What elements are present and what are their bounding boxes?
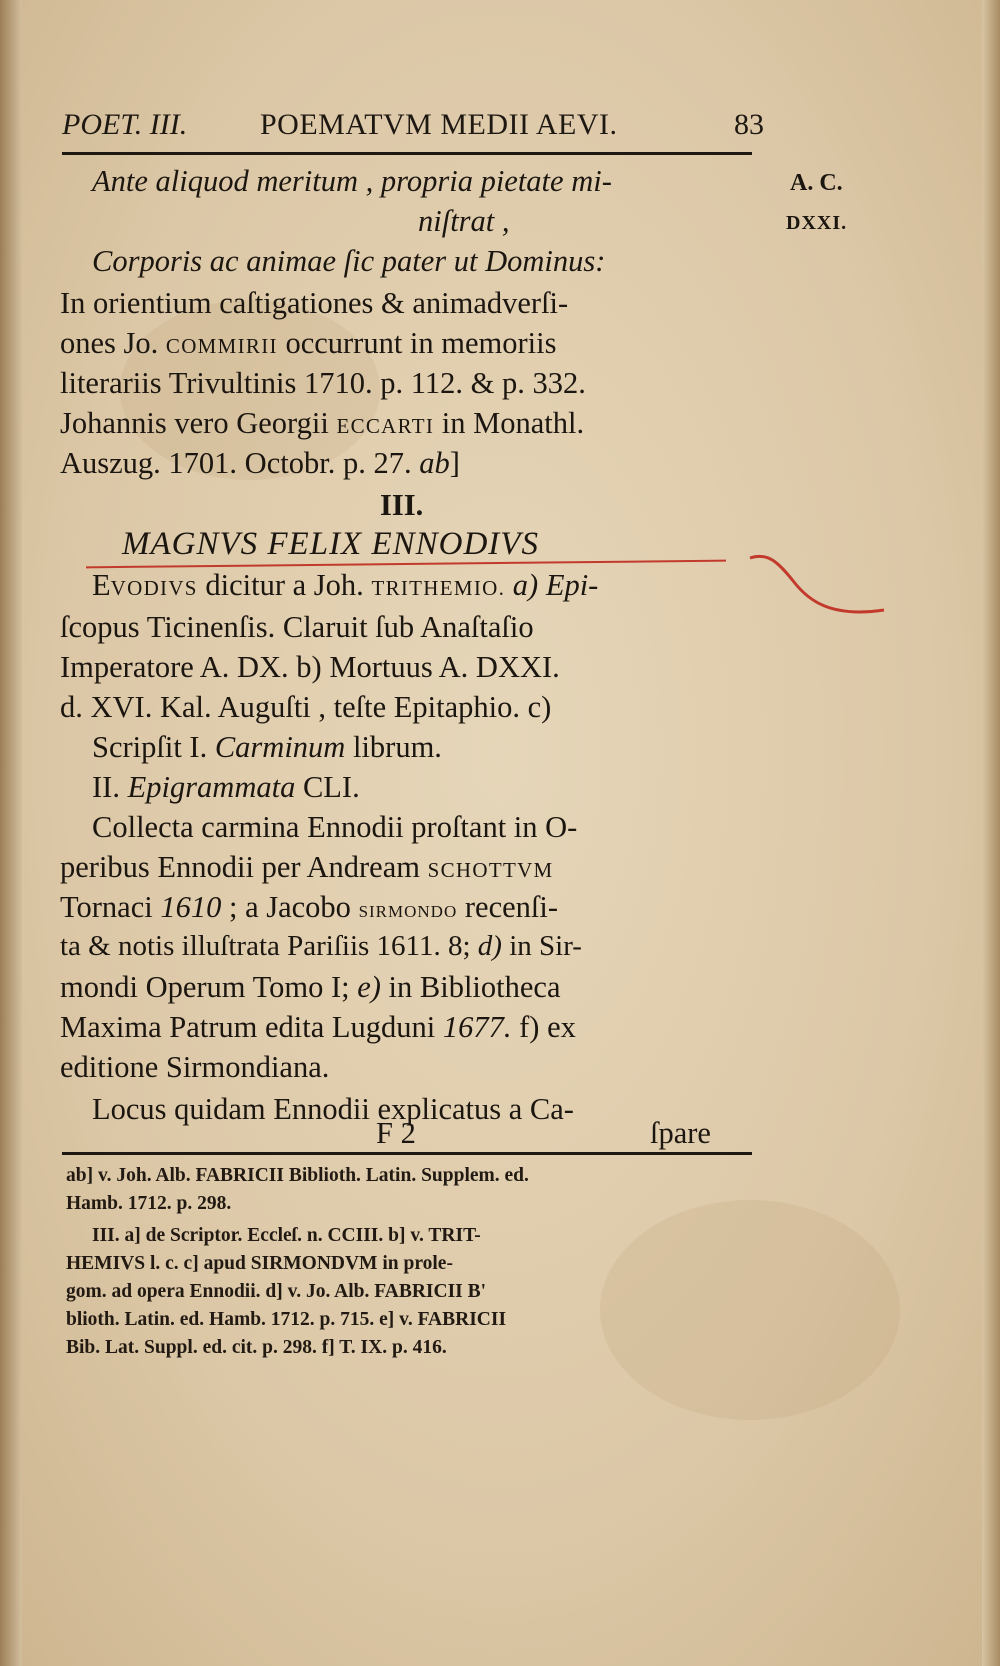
text-run: librum. — [345, 730, 442, 764]
text-run: 1610 — [160, 890, 222, 924]
text-run: E — [92, 568, 111, 602]
text-run: Carminum — [214, 730, 346, 764]
text-line: In orientium caſtigationes & animadverſi- — [60, 286, 569, 320]
author-name: COMMIRII — [165, 334, 278, 358]
page-right-edge — [982, 0, 1000, 1666]
author-name: VODIVS — [110, 576, 198, 600]
signature-mark: F 2 — [376, 1116, 416, 1150]
text-run: Epigrammata — [127, 770, 296, 804]
text-line: Locus quidam Ennodii explicatus a Ca- — [92, 1092, 574, 1126]
text-line: literariis Trivultinis 1710. p. 112. & p. 332. — [60, 366, 586, 400]
text-run: a) Epi- — [505, 568, 599, 602]
author-name: SCHOTTVM — [427, 858, 554, 882]
text-run: ] — [449, 446, 460, 480]
margin-note-ac: A. C. — [790, 170, 843, 196]
red-pencil-mark — [748, 552, 888, 622]
text-line — [60, 892, 558, 923]
header-rule — [62, 152, 752, 155]
text-run: 1677. — [442, 1010, 512, 1044]
text-run: Tornaci — [60, 890, 161, 924]
text-run: II. — [92, 770, 128, 804]
text-line: Imperatore A. DX. b) Mortuus A. DXXI. — [60, 650, 560, 684]
running-header — [62, 108, 762, 148]
footnote-rule — [62, 1152, 752, 1155]
text-line: Corporis ac animae ſic pater ut Dominus: — [92, 244, 606, 278]
footnote-line: ab] v. Joh. Alb. FABRICII Biblioth. Latin. Supplem. ed. — [66, 1165, 529, 1186]
text-line — [60, 972, 560, 1003]
text-line — [92, 570, 598, 601]
text-run: ta & notis illuſtrata Pariſiis 1611. 8; — [60, 930, 478, 962]
text-run: ; a Jacobo — [221, 890, 359, 924]
section-title: MAGNVS FELIX ENNODIVS — [122, 526, 539, 562]
catchword: ſpare — [650, 1116, 711, 1150]
text-line — [60, 408, 584, 439]
page-left-edge — [0, 0, 22, 1666]
text-run: in Sir- — [501, 930, 582, 962]
page-number: 83 — [734, 108, 764, 141]
footnote-ref: ab — [419, 446, 450, 480]
paper-stain — [600, 1200, 900, 1420]
text-run: peribus Ennodii per Andream — [60, 850, 428, 884]
text-run: Maxima Patrum edita Lugduni — [60, 1010, 443, 1044]
section-number: III. — [380, 488, 424, 522]
footnote-line: Hamb. 1712. p. 298. — [66, 1193, 232, 1214]
text-run: Scripſit I. — [92, 730, 215, 764]
header-section: POET. III. — [62, 108, 188, 141]
author-name: SIRMONDO — [358, 902, 458, 921]
text-line: Ante aliquod meritum , propria pietate mi- — [92, 164, 612, 198]
footnote-ref: e) — [357, 970, 381, 1004]
text-run: in Bibliotheca — [380, 970, 561, 1004]
text-line — [92, 732, 442, 763]
text-run: occurrunt in memoriis — [277, 326, 557, 360]
text-line: Collecta carmina Ennodii proſtant in O- — [92, 810, 578, 844]
author-name: ECCARTI — [336, 414, 435, 438]
text-run: f) ex — [511, 1010, 576, 1044]
text-line — [92, 772, 360, 803]
footnote-ref: d) — [477, 930, 502, 962]
footnote-line: III. a] de Scriptor. Eccleſ. n. CCIII. b] v. TRIT- — [92, 1225, 481, 1246]
text-run: Johannis vero Georgii — [60, 406, 337, 440]
text-run: in Monathl. — [434, 406, 585, 440]
text-run: Auszug. 1701. Octobr. p. 27. — [60, 446, 420, 480]
footnote-line: blioth. Latin. ed. Hamb. 1712. p. 715. e] v. FABRICII — [66, 1309, 507, 1330]
footnote-line: HEMIVS l. c. c] apud SIRMONDVM in prole- — [66, 1253, 453, 1274]
footnote-line: gom. ad opera Ennodii. d] v. Jo. Alb. FABRICII B' — [66, 1281, 487, 1302]
text-line — [60, 448, 460, 479]
text-line: ſcopus Ticinenſis. Claruit ſub Anaſtaſio — [60, 610, 534, 644]
margin-note-year: DXXI. — [786, 212, 848, 234]
text-line — [60, 328, 556, 359]
text-run: ones Jo. — [60, 326, 166, 360]
header-title: POEMATVM MEDII AEVI. — [260, 108, 618, 141]
text-line — [60, 1012, 576, 1043]
text-line: editione Sirmondiana. — [60, 1050, 330, 1084]
text-run: mondi Operum Tomo I; — [60, 970, 358, 1004]
text-run: recenſi- — [457, 890, 558, 924]
text-line: d. XVI. Kal. Auguſti , teſte Epitaphio. c) — [60, 690, 552, 724]
text-line — [60, 852, 554, 883]
text-line: niſtrat , — [418, 204, 510, 238]
text-run: dicitur a Joh. — [197, 568, 372, 602]
author-name: TRITHEMIO. — [371, 576, 506, 600]
text-line — [60, 932, 582, 961]
text-run: CLI. — [295, 770, 360, 804]
footnote-line: Bib. Lat. Suppl. ed. cit. p. 298. f] T. IX. p. 416. — [66, 1337, 447, 1358]
